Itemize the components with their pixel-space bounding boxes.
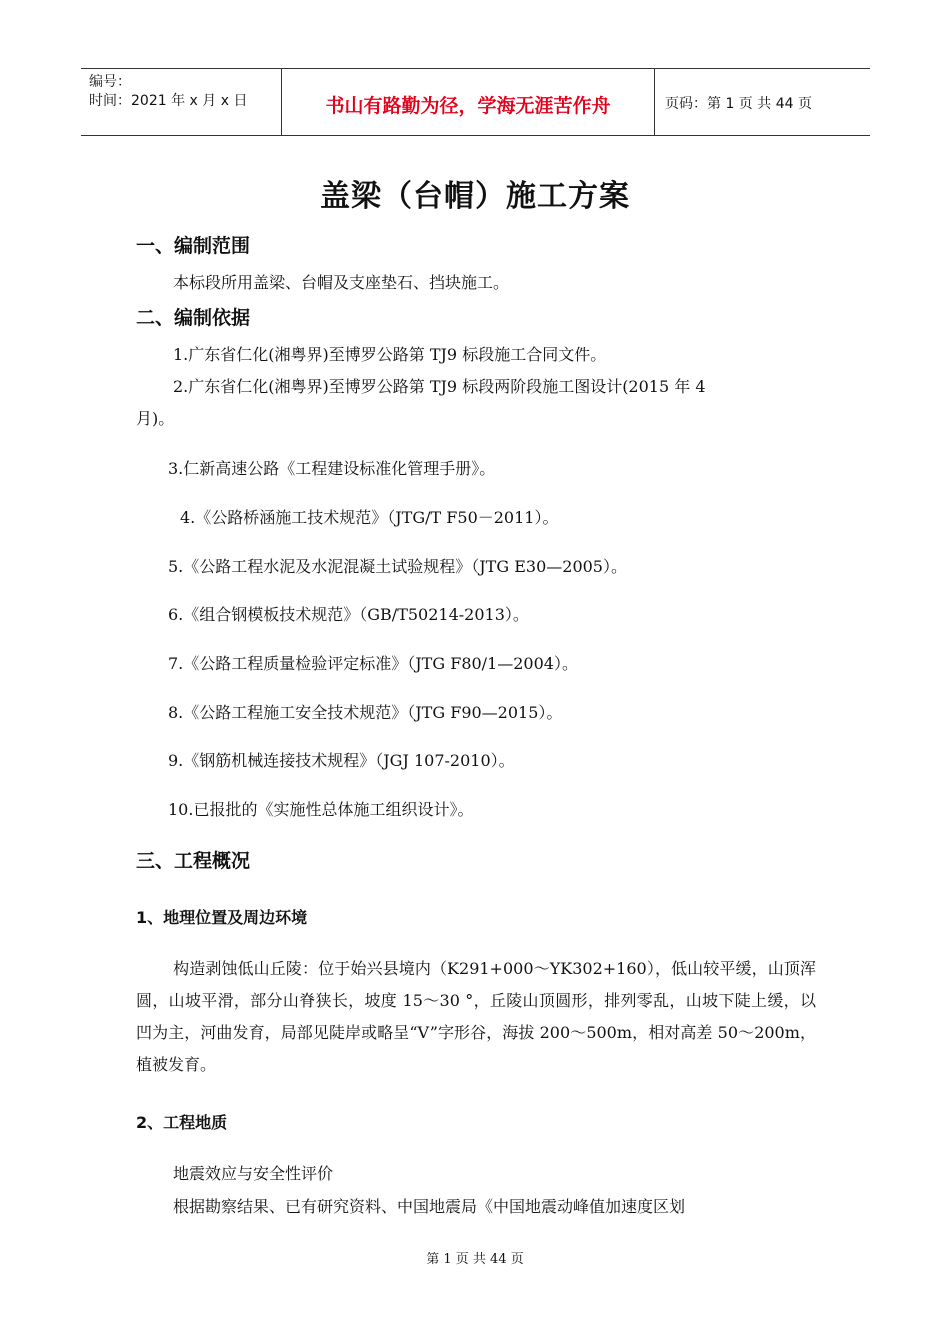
basis-item: 2.广东省仁化(湘粤界)至博罗公路第 TJ9 标段两阶段施工图设计(2015 年 4 xyxy=(173,377,706,396)
basis-item: 8.《公路工程施工安全技术规范》（JTG F90—2015）。 xyxy=(168,703,563,722)
page-footer: 第 1 页 共 44 页 xyxy=(426,1252,524,1267)
section-2-heading: 二、编制依据 xyxy=(136,307,251,329)
section-1-text: 本标段所用盖梁、台帽及支座垫石、挡块施工。 xyxy=(173,273,510,292)
geography-text: 构造剥蚀低山丘陵：位于始兴县境内（K291+000～YK302+160），低山较平缓，山顶浑圆，山坡平滑，部分山脊狭长，坡度 15～30 °，丘陵山顶圆形，排列零乱，山坡下陡上缓，以凹为主，河曲发育，局部见陡岸或略呈“V”字形谷，海拔 200～500m，相对高差 50～200m，植被发育。 xyxy=(136,959,816,1074)
basis-item: 3.仁新高速公路《工程建设标准化管理手册》。 xyxy=(168,459,496,478)
basis-item: 6.《组合钢模板技术规范》（GB/T50214-2013）。 xyxy=(168,605,529,624)
subsection-2-heading: 2、工程地质 xyxy=(136,1113,228,1132)
header-meta-cell xyxy=(81,69,282,135)
subsection-1-heading: 1、地理位置及周边环境 xyxy=(136,908,308,927)
basis-item: 5.《公路工程水泥及水泥混凝土试验规程》（JTG E30—2005）。 xyxy=(168,557,627,576)
basis-item: 9.《钢筋机械连接技术规程》（JGJ 107-2010）。 xyxy=(168,751,515,770)
basis-item: 1.广东省仁化(湘粤界)至博罗公路第 TJ9 标段施工合同文件。 xyxy=(173,345,607,364)
basis-item: 10.已报批的《实施性总体施工组织设计》。 xyxy=(168,800,474,819)
section-1-heading: 一、编制范围 xyxy=(136,235,251,257)
geology-line-2: 根据勘察结果、已有研究资料、中国地震局《中国地震动峰值加速度区划 xyxy=(173,1197,686,1216)
basis-item: 4.《公路桥涵施工技术规范》（JTG/T F50－2011）。 xyxy=(180,508,559,527)
document-title: 盖梁（台帽）施工方案 xyxy=(320,179,630,214)
header-table xyxy=(81,68,870,136)
basis-item: 7.《公路工程质量检验评定标准》（JTG F80/1—2004）。 xyxy=(168,654,578,673)
code-label: 编号： xyxy=(89,74,131,90)
header-page-info: 页码：第 1 页 共 44 页 xyxy=(665,96,812,112)
geology-line-1: 地震效应与安全性评价 xyxy=(173,1164,334,1183)
geography-paragraph xyxy=(136,953,816,1081)
basis-item: 月)。 xyxy=(136,409,175,428)
date-label: 时间：2021 年 x 月 x 日 xyxy=(89,93,248,109)
section-3-heading: 三、工程概况 xyxy=(136,850,251,872)
header-motto: 书山有路勤为径，学海无涯苦作舟 xyxy=(282,69,655,135)
